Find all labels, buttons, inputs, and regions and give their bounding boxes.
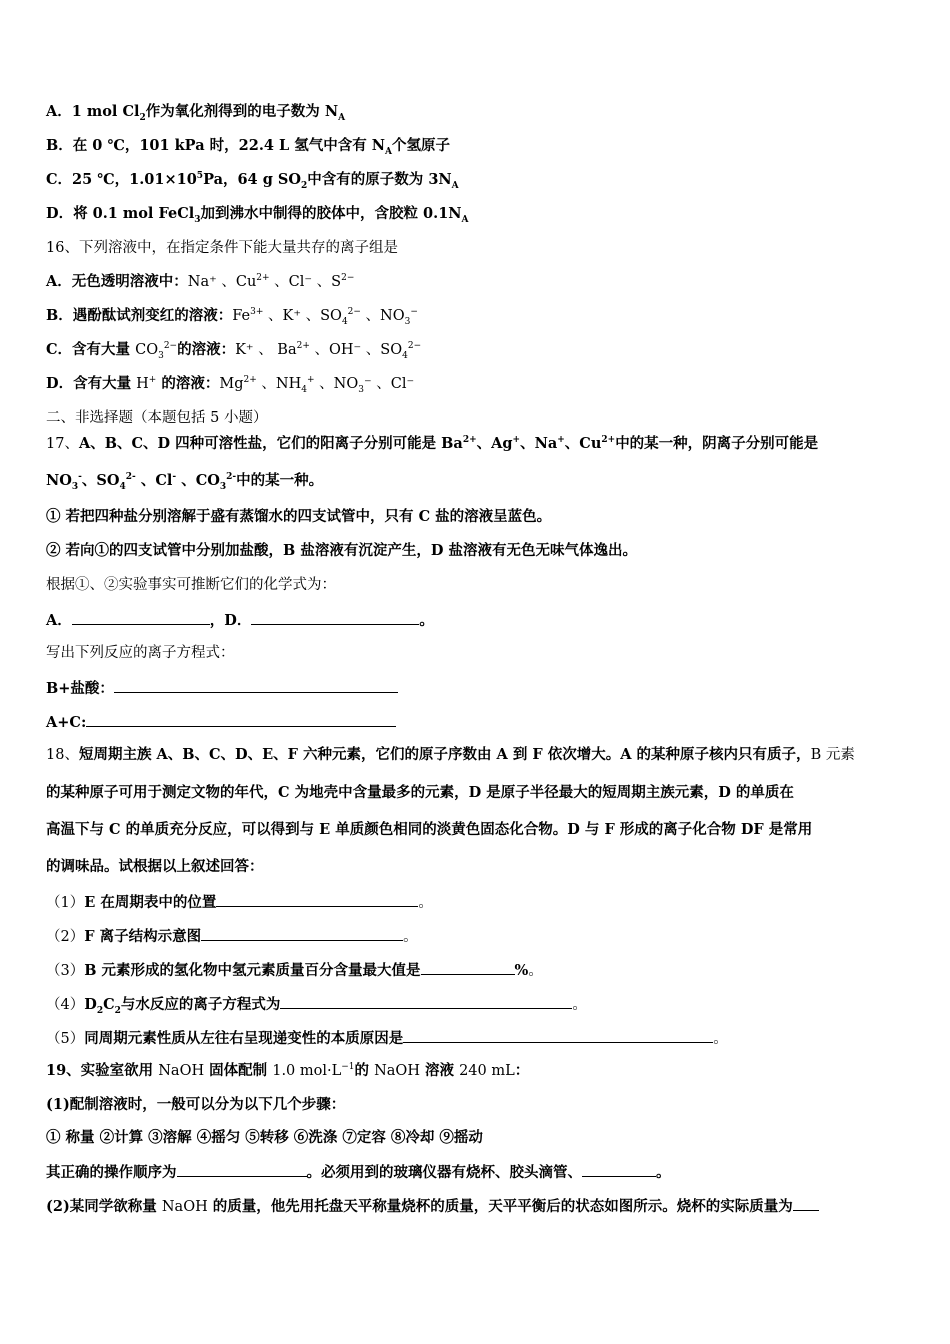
q17-line-3: ① 若把四种盐分别溶解于盛有蒸馏水的四支试管中，只有 C 盐的溶液呈蓝色。: [46, 508, 552, 525]
answer-blank-b-acid[interactable]: [114, 677, 398, 693]
q17-answer-line: A． ，D． 。: [46, 609, 434, 629]
answer-blank-18-3[interactable]: [421, 959, 515, 975]
q16-option-c: C．含有大量 $CO_3^{2-}$的溶液：K⁺ 、 $Ba^{2+}$ 、OH⁻ 、$SO_4^{2-}$: [46, 341, 422, 361]
answer-blank-19-order[interactable]: [177, 1161, 307, 1177]
q18-item-1: （1）E 在周期表中的位置 。: [46, 891, 433, 911]
q19-line-1: 19、实验室欲用 NaOH 固体配制 1.0 $mol\cdot L^{-1}$的 NaOH 溶液 240 mL：: [46, 1062, 530, 1079]
q18-line-1: 18、短周期主族 A、B、C、D、E、F 六种元素，它们的原子序数由 A 到 F 依次增大。A 的某种原子核内只有质子，B 元素: [46, 746, 855, 763]
q18-line-3: 高温下与 C 的单质充分反应，可以得到与 E 单质颜色相同的淡黄色固态化合物。D 与 F 形成的离子化合物 DF 是常用: [46, 821, 813, 838]
q18-line-4: 的调味品。试根据以上叙述回答：: [46, 858, 264, 875]
q17-line-2: $NO_3^-$、$SO_4^{2-}$ 、Cl- 、$CO_3^{2-}$中的某一种。: [46, 472, 324, 492]
q19-steps: ① 称量 ②计算 ③溶解 ④摇匀 ⑤转移 ⑥洗涤 ⑦定容 ⑧冷却 ⑨摇动: [46, 1129, 483, 1146]
section-heading: 二、非选择题（本题包括 5 小题）: [46, 410, 268, 426]
answer-blank-a[interactable]: [72, 609, 210, 625]
q16-option-a: A．无色透明溶液中：Na⁺ 、$Cu^{2+}$ 、Cl⁻ 、$S^{2-}$: [46, 273, 355, 290]
q17-line-5: 根据①、②实验事实可推断它们的化学式为：: [46, 577, 336, 593]
answer-blank-19-glass[interactable]: [582, 1161, 656, 1177]
q18-item-5: （5）同周期元素性质从左往右呈现递变性的本质原因是 。: [46, 1027, 728, 1047]
q15-option-d: D．将 0.1 mol FeCl$_3$加到沸水中制得的胶体中，含胶粒 $0.1N_A$: [46, 205, 469, 225]
q17-line-4: ② 若向①的四支试管中分别加盐酸，B 盐溶液有沉淀产生，D 盐溶液有无色无味气体逸出。: [46, 542, 637, 559]
q16-stem: 16、下列溶液中，在指定条件下能大量共存的离子组是: [46, 240, 398, 256]
q15-option-c: C．25 ℃，$1.01\times 10^5Pa$，64 g $SO_2$中含有的原子数为 $3N_A$: [46, 171, 459, 191]
q18-item-2: （2）F 离子结构示意图 。: [46, 925, 418, 945]
q19-line-4: 其正确的操作顺序为 。必须用到的玻璃仪器有烧杯、胶头滴管、 。: [46, 1161, 671, 1181]
answer-blank-18-1[interactable]: [216, 891, 418, 907]
answer-blank-d[interactable]: [251, 609, 419, 625]
q17-line-8: B+盐酸：: [46, 677, 398, 697]
answer-blank-18-5[interactable]: [403, 1027, 713, 1043]
q17-line-1: 17、A、B、C、D 四种可溶性盐，它们的阳离子分别可能是 $Ba^{2+}$、Ag+、Na+、$Cu^{2+}$中的某一种，阴离子分别可能是: [46, 435, 819, 452]
q15-option-b: B．在 0 ℃，101 kPa 时，22.4 L 氢气中含有 $N_A$个氢原子: [46, 137, 451, 157]
q19-line-5: (2)某同学欲称量 NaOH 的质量，他先用托盘天平称量烧杯的质量，天平平衡后的状态如图所示。烧杯的实际质量为: [46, 1195, 819, 1215]
q18-item-3: （3）B 元素形成的氢化物中氢元素质量百分含量最大值是 %。: [46, 959, 543, 979]
answer-blank-18-2[interactable]: [201, 925, 403, 941]
answer-blank-18-4[interactable]: [280, 993, 572, 1009]
q15-option-a: A．1 mol $Cl_2$作为氧化剂得到的电子数为 $N_A$: [46, 103, 346, 123]
q19-line-2: (1)配制溶液时，一般可以分为以下几个步骤：: [46, 1096, 346, 1113]
q17-line-7: 写出下列反应的离子方程式：: [46, 645, 235, 661]
q16-option-b: B．遇酚酞试剂变红的溶液：$Fe^{3+}$ 、K⁺ 、$SO_4^{2-}$ 、$NO_3^-$: [46, 307, 418, 327]
answer-blank-19-mass[interactable]: [793, 1195, 819, 1211]
q18-line-2: 的某种原子可用于测定文物的年代，C 为地壳中含量最多的元素，D 是原子半径最大的短周期主族元素，D 的单质在: [46, 784, 794, 801]
q18-item-4: $(4)D_2C_2$与水反应的离子方程式为 。: [46, 993, 587, 1013]
q16-option-d: D．含有大量 H+ 的溶液：$Mg^{2+}$ 、$NH_4^+$ 、$NO_3^-$ 、Cl⁻: [46, 375, 415, 395]
q17-line-9: A+C:: [46, 711, 396, 731]
answer-blank-a-c[interactable]: [86, 711, 396, 727]
